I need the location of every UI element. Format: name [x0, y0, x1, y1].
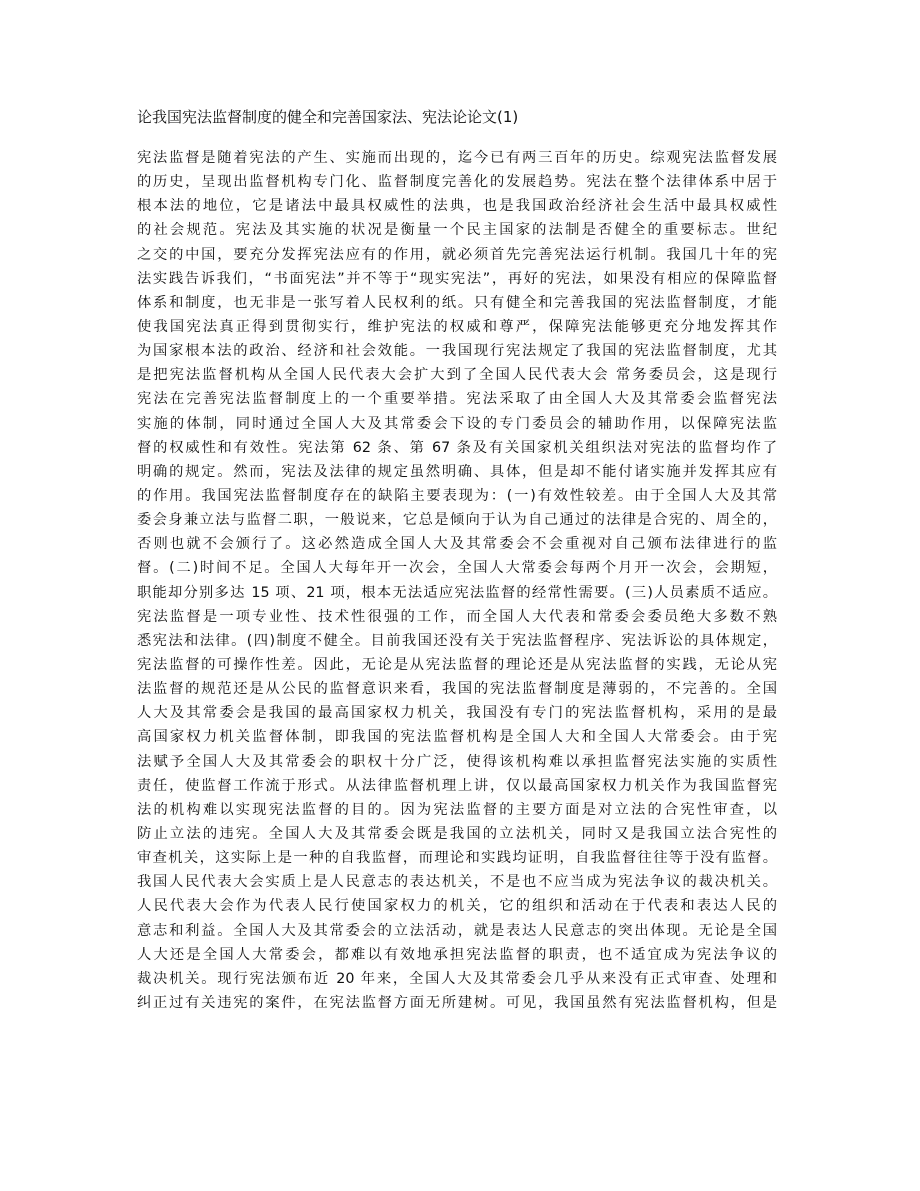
paragraph-line: 体系和制度，也无非是一张写着人民权利的纸。只有健全和完善我国的宪法监督制度，才能: [137, 294, 777, 311]
paragraph-line: 宪法监督是随着宪法的产生、实施而出现的，迄今已有两三百年的历史。综观宪法监督发展: [137, 150, 777, 166]
paragraph-line: 宪法在完善宪法监督制度上的一个重要举措。宪法采取了由全国人大及其常委会监督宪法: [137, 391, 777, 408]
paragraph-line: 意志和利益。全国人大及其常委会的立法活动，就是表达人民意志的突出体现。无论是全国: [137, 922, 777, 939]
paragraph-line: 悉宪法和法律。(四)制度不健全。目前我国还没有关于宪法监督程序、宪法诉讼的具体规定，: [137, 632, 777, 649]
paragraph-line: 职能却分别多达 15 项、21 项，根本无法适应宪法监督的经常性需要。(三)人员素质不适应。: [137, 584, 777, 601]
paragraph-line: 审查机关，这实际上是一种的自我监督，而理论和实践均证明，自我监督往往等于没有监督。: [137, 850, 777, 867]
paragraph-line: 督。(二)时间不足。全国人大每年开一次会，全国人大常委会每两个月开一次会，会期短，: [137, 560, 777, 577]
paragraph-line: 法监督的规范还是从公民的监督意识来看，我国的宪法监督制度是薄弱的，不完善的。全国: [137, 681, 777, 698]
paragraph-line: 我国人民代表大会实质上是人民意志的表达机关，不是也不应当成为宪法争议的裁决机关。: [137, 874, 777, 891]
paragraph-line: 宪法监督的可操作性差。因此，无论是从宪法监督的理论还是从宪法监督的实践，无论从宪: [137, 656, 777, 673]
paragraph-line: 根本法的地位，它是诸法中最具权威性的法典，也是我国政治经济社会生活中最具权威性: [137, 198, 777, 215]
paragraph-line: 督的权威性和有效性。宪法第 62 条、第 67 条及有关国家机关组织法对宪法的监督均作了: [137, 439, 777, 456]
paragraph-line: 使我国宪法真正得到贯彻实行，维护宪法的权威和尊严，保障宪法能够更充分地发挥其作: [137, 318, 777, 335]
paragraph-line: 是把宪法监督机构从全国人民代表大会扩大到了全国人民代表大会 常务委员会，这是现行: [137, 367, 777, 384]
paragraph-line: 宪法监督是一项专业性、技术性很强的工作，而全国人大代表和常委会委员绝大多数不熟: [137, 608, 777, 625]
document-title: 论我国宪法监督制度的健全和完善国家法、宪法论论文(1): [137, 108, 519, 126]
paragraph-line: 法实践告诉我们，“书面宪法”并不等于“现实宪法”，再好的宪法，如果没有相应的保障监督: [137, 270, 777, 287]
paragraph-line: 明确的规定。然而，宪法及法律的规定虽然明确、具体，但是却不能付诸实施并发挥其应有: [137, 463, 777, 480]
paragraph-line: 纠正过有关违宪的案件，在宪法监督方面无所建树。可见，我国虽然有宪法监督机构，但是: [137, 994, 777, 1011]
paragraph-line: 责任，使监督工作流于形式。从法律监督机理上讲，仅以最高国家权力机关作为我国监督宪: [137, 777, 777, 794]
paragraph-line: 的作用。我国宪法监督制度存在的缺陷主要表现为：(一)有效性较差。由于全国人大及其常: [137, 487, 777, 504]
paragraph-line: 委会身兼立法与监督二职，一般说来，它总是倾向于认为自己通过的法律是合宪的、周全的，: [137, 512, 777, 529]
paragraph-line: 之交的中国，要充分发挥宪法应有的作用，就必须首先完善宪法运行机制。我国几十年的宪: [137, 246, 777, 263]
paragraph-line: 裁决机关。现行宪法颁布近 20 年来，全国人大及其常委会几乎从来没有正式审查、处理和: [137, 970, 777, 987]
paragraph-line: 人大还是全国人大常委会，都难以有效地承担宪法监督的职责，也不适宜成为宪法争议的: [137, 946, 777, 963]
paragraph-line: 实施的体制，同时通过全国人大及其常委会下设的专门委员会的辅助作用，以保障宪法监: [137, 415, 777, 432]
paragraph-line: 法的机构难以实现宪法监督的目的。因为宪法监督的主要方面是对立法的合宪性审查，以: [137, 801, 777, 818]
paragraph-line: 为国家根本法的政治、经济和社会效能。一我国现行宪法规定了我国的宪法监督制度，尤其: [137, 343, 777, 360]
paragraph-line: 高国家权力机关监督体制，即我国的宪法监督机构是全国人大和全国人大常委会。由于宪: [137, 729, 777, 746]
paragraph-line: 法赋予全国人大及其常委会的职权十分广泛，使得该机构难以承担监督宪法实施的实质性: [137, 753, 777, 770]
paragraph-line: 的社会规范。宪法及其实施的状况是衡量一个民主国家的法制是否健全的重要标志。世纪: [137, 222, 777, 239]
paragraph-line: 人民代表大会作为代表人民行使国家权力的机关，它的组织和活动在于代表和表达人民的: [137, 898, 777, 915]
paragraph-line: 的历史，呈现出监督机构专门化、监督制度完善化的发展趋势。宪法在整个法律体系中居于: [137, 174, 777, 191]
paragraph-line: 人大及其常委会是我国的最高国家权力机关，我国没有专门的宪法监督机构，采用的是最: [137, 705, 777, 722]
paragraph-line: 防止立法的违宪。全国人大及其常委会既是我国的立法机关，同时又是我国立法合宪性的: [137, 825, 777, 842]
document-body: [137, 146, 777, 1015]
paragraph-line: 否则也就不会颁行了。这必然造成全国人大及其常委会不会重视对自己颁布法律进行的监: [137, 536, 777, 553]
